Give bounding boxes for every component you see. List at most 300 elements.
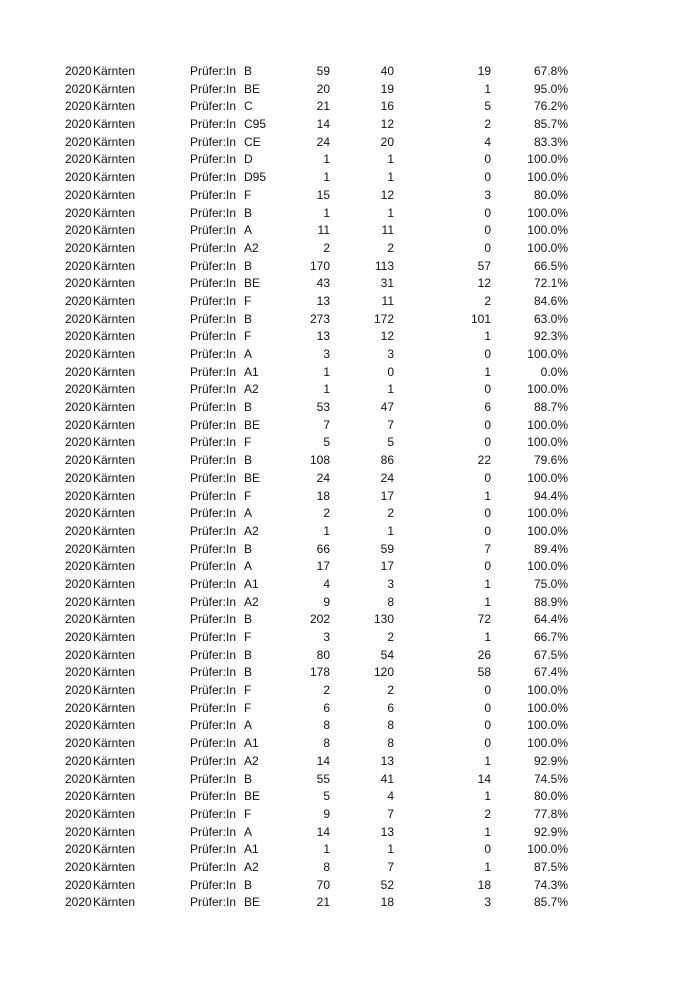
table-row — [0, 841, 700, 859]
passed-cell: 12 — [380, 187, 394, 202]
failed-cell: 1 — [484, 364, 491, 379]
region-cell: Kärnten — [93, 435, 136, 450]
license-class-cell: B — [244, 647, 253, 662]
total-cell: 15 — [316, 187, 330, 202]
year-cell: 2020 — [65, 364, 92, 379]
role-cell: Prüfer:In — [190, 806, 237, 821]
passed-cell: 1 — [387, 523, 394, 538]
total-cell: 20 — [316, 81, 330, 96]
table-row — [0, 594, 700, 612]
failed-cell: 1 — [484, 329, 491, 344]
region-cell: Kärnten — [93, 293, 136, 308]
passed-cell: 2 — [387, 630, 394, 644]
role-cell: Prüfer:In — [190, 824, 237, 839]
pass-rate-cell: 75.0% — [533, 576, 568, 591]
passed-cell: 8 — [387, 718, 394, 733]
role-cell: Prüfer:In — [190, 81, 237, 96]
license-class-cell: CE — [244, 134, 261, 149]
year-cell: 2020 — [65, 453, 92, 468]
year-cell: 2020 — [65, 506, 92, 521]
table-row — [0, 417, 700, 435]
pass-rate-cell: 0.0% — [540, 364, 568, 379]
total-cell: 1 — [323, 152, 330, 167]
license-class-cell: A1 — [244, 736, 259, 751]
region-cell: Kärnten — [93, 506, 136, 521]
year-cell: 2020 — [65, 683, 92, 698]
passed-cell: 17 — [380, 488, 394, 503]
failed-cell: 0 — [484, 152, 491, 167]
license-class-cell: A2 — [244, 382, 259, 397]
table-row — [0, 647, 700, 665]
failed-cell: 0 — [484, 417, 491, 432]
failed-cell: 1 — [484, 789, 491, 804]
year-cell: 2020 — [65, 594, 92, 609]
license-class-cell: F — [244, 683, 252, 698]
year-cell: 2020 — [65, 824, 92, 839]
total-cell: 5 — [323, 789, 330, 804]
year-cell: 2020 — [65, 559, 92, 574]
pass-rate-cell: 88.9% — [533, 594, 568, 609]
region-cell: Kärnten — [93, 417, 136, 432]
passed-cell: 4 — [387, 789, 394, 804]
region-cell: Kärnten — [93, 842, 136, 857]
passed-cell: 120 — [373, 665, 394, 680]
year-cell: 2020 — [65, 541, 92, 556]
table-row — [0, 381, 700, 399]
role-cell: Prüfer:In — [190, 311, 237, 326]
total-cell: 108 — [309, 453, 330, 468]
failed-cell: 0 — [484, 523, 491, 538]
year-cell: 2020 — [65, 134, 92, 149]
role-cell: Prüfer:In — [190, 347, 237, 361]
total-cell: 170 — [309, 258, 330, 273]
passed-cell: 2 — [387, 683, 394, 698]
region-cell: Kärnten — [93, 630, 136, 644]
pass-rate-cell: 89.4% — [533, 541, 568, 556]
passed-cell: 2 — [387, 240, 394, 255]
total-cell: 70 — [316, 877, 330, 892]
total-cell: 11 — [317, 223, 330, 238]
passed-cell: 47 — [380, 400, 394, 415]
table-row — [0, 452, 700, 470]
role-cell: Prüfer:In — [190, 877, 237, 892]
total-cell: 3 — [323, 630, 330, 644]
total-cell: 8 — [323, 718, 330, 733]
role-cell: Prüfer:In — [190, 718, 237, 733]
failed-cell: 0 — [484, 718, 491, 733]
passed-cell: 8 — [387, 736, 394, 751]
pass-rate-cell: 100.0% — [527, 523, 568, 538]
table-row — [0, 240, 700, 258]
passed-cell: 17 — [380, 559, 394, 574]
pass-rate-cell: 94.4% — [533, 488, 568, 503]
passed-cell: 12 — [380, 117, 394, 132]
pass-rate-cell: 100.0% — [527, 559, 568, 574]
region-cell: Kärnten — [93, 152, 136, 167]
passed-cell: 20 — [380, 134, 394, 149]
total-cell: 17 — [316, 559, 330, 574]
table-row — [0, 558, 700, 576]
failed-cell: 3 — [484, 895, 491, 910]
region-cell: Kärnten — [93, 523, 136, 538]
failed-cell: 2 — [484, 293, 491, 308]
pass-rate-cell: 67.5% — [533, 647, 568, 662]
failed-cell: 1 — [484, 576, 491, 591]
license-class-cell: B — [244, 258, 253, 273]
table-row — [0, 894, 700, 912]
total-cell: 13 — [316, 293, 330, 308]
license-class-cell: A2 — [244, 859, 259, 874]
table-row — [0, 293, 700, 311]
total-cell: 202 — [309, 612, 330, 627]
role-cell: Prüfer:In — [190, 612, 237, 627]
region-cell: Kärnten — [93, 240, 136, 255]
pass-rate-cell: 100.0% — [527, 205, 568, 220]
table-row — [0, 81, 700, 99]
license-class-cell: B — [244, 311, 253, 326]
passed-cell: 3 — [387, 576, 394, 591]
passed-cell: 13 — [380, 824, 394, 839]
pass-rate-cell: 100.0% — [527, 170, 568, 185]
year-cell: 2020 — [65, 382, 92, 397]
total-cell: 178 — [309, 665, 330, 680]
role-cell: Prüfer:In — [190, 753, 237, 768]
pass-rate-cell: 100.0% — [527, 718, 568, 733]
failed-cell: 1 — [484, 488, 491, 503]
region-cell: Kärnten — [93, 453, 136, 468]
failed-cell: 0 — [484, 683, 491, 698]
failed-cell: 0 — [484, 470, 491, 485]
passed-cell: 1 — [387, 382, 394, 397]
failed-cell: 12 — [477, 276, 491, 291]
year-cell: 2020 — [65, 718, 92, 733]
failed-cell: 4 — [484, 134, 491, 149]
role-cell: Prüfer:In — [190, 630, 237, 644]
year-cell: 2020 — [65, 276, 92, 291]
year-cell: 2020 — [65, 771, 92, 786]
passed-cell: 52 — [380, 877, 394, 892]
year-cell: 2020 — [65, 329, 92, 344]
table-row — [0, 753, 700, 771]
role-cell: Prüfer:In — [190, 152, 237, 167]
table-row — [0, 576, 700, 594]
table-row — [0, 98, 700, 116]
total-cell: 4 — [323, 576, 330, 591]
pass-rate-cell: 64.4% — [533, 612, 568, 627]
pass-rate-cell: 85.7% — [533, 895, 568, 910]
license-class-cell: B — [244, 877, 253, 892]
table-row — [0, 824, 700, 842]
pass-rate-cell: 76.2% — [533, 99, 568, 114]
total-cell: 80 — [316, 647, 330, 662]
region-cell: Kärnten — [93, 824, 136, 839]
table-row — [0, 735, 700, 753]
passed-cell: 1 — [387, 205, 394, 220]
region-cell: Kärnten — [93, 541, 136, 556]
pass-rate-cell: 100.0% — [527, 842, 568, 857]
table-row — [0, 629, 700, 647]
role-cell: Prüfer:In — [190, 187, 237, 202]
failed-cell: 0 — [484, 736, 491, 751]
role-cell: Prüfer:In — [190, 541, 237, 556]
pass-rate-cell: 74.5% — [533, 771, 568, 786]
total-cell: 14 — [316, 824, 330, 839]
pass-rate-cell: 100.0% — [527, 382, 568, 397]
role-cell: Prüfer:In — [190, 842, 237, 857]
role-cell: Prüfer:In — [190, 470, 237, 485]
total-cell: 43 — [316, 276, 330, 291]
table-row — [0, 877, 700, 895]
table-row — [0, 151, 700, 169]
role-cell: Prüfer:In — [190, 453, 237, 468]
passed-cell: 1 — [387, 842, 394, 857]
role-cell: Prüfer:In — [190, 559, 237, 574]
year-cell: 2020 — [65, 630, 92, 644]
pass-rate-cell: 67.4% — [533, 665, 568, 680]
pass-rate-cell: 80.0% — [533, 187, 568, 202]
data-table — [0, 63, 700, 912]
total-cell: 9 — [323, 594, 330, 609]
year-cell: 2020 — [65, 400, 92, 415]
table-row — [0, 222, 700, 240]
total-cell: 21 — [316, 99, 330, 114]
table-row — [0, 258, 700, 276]
passed-cell: 7 — [387, 859, 394, 874]
license-class-cell: B — [244, 665, 253, 680]
total-cell: 2 — [323, 683, 330, 698]
table-row — [0, 717, 700, 735]
role-cell: Prüfer:In — [190, 117, 237, 132]
table-row — [0, 134, 700, 152]
year-cell: 2020 — [65, 117, 92, 132]
year-cell: 2020 — [65, 488, 92, 503]
year-cell: 2020 — [65, 347, 92, 361]
role-cell: Prüfer:In — [190, 400, 237, 415]
region-cell: Kärnten — [93, 134, 136, 149]
year-cell: 2020 — [65, 223, 92, 238]
total-cell: 6 — [323, 700, 330, 715]
failed-cell: 6 — [484, 400, 491, 415]
year-cell: 2020 — [65, 647, 92, 662]
year-cell: 2020 — [65, 700, 92, 715]
passed-cell: 5 — [387, 435, 394, 450]
region-cell: Kärnten — [93, 364, 136, 379]
failed-cell: 1 — [484, 824, 491, 839]
region-cell: Kärnten — [93, 64, 136, 78]
failed-cell: 14 — [477, 771, 491, 786]
year-cell: 2020 — [65, 99, 92, 114]
license-class-cell: D — [244, 152, 253, 167]
total-cell: 2 — [323, 240, 330, 255]
role-cell: Prüfer:In — [190, 293, 237, 308]
pass-rate-cell: 100.0% — [527, 683, 568, 698]
pass-rate-cell: 84.6% — [533, 293, 568, 308]
year-cell: 2020 — [65, 240, 92, 255]
table-row — [0, 205, 700, 223]
role-cell: Prüfer:In — [190, 258, 237, 273]
region-cell: Kärnten — [93, 612, 136, 627]
table-row — [0, 328, 700, 346]
license-class-cell: A — [244, 347, 253, 361]
passed-cell: 113 — [374, 258, 394, 273]
region-cell: Kärnten — [93, 117, 136, 132]
license-class-cell: C95 — [244, 117, 267, 132]
failed-cell: 0 — [484, 170, 491, 185]
total-cell: 8 — [323, 859, 330, 874]
failed-cell: 18 — [477, 877, 491, 892]
passed-cell: 31 — [380, 276, 394, 291]
license-class-cell: F — [244, 293, 252, 308]
pass-rate-cell: 100.0% — [527, 736, 568, 751]
region-cell: Kärnten — [93, 170, 136, 185]
pass-rate-cell: 92.9% — [533, 824, 568, 839]
license-class-cell: F — [244, 187, 252, 202]
license-class-cell: A2 — [244, 240, 259, 255]
pass-rate-cell: 80.0% — [533, 789, 568, 804]
role-cell: Prüfer:In — [190, 576, 237, 591]
total-cell: 53 — [316, 400, 330, 415]
region-cell: Kärnten — [93, 258, 136, 273]
year-cell: 2020 — [65, 170, 92, 185]
role-cell: Prüfer:In — [190, 170, 237, 185]
region-cell: Kärnten — [93, 594, 136, 609]
table-row — [0, 116, 700, 134]
license-class-cell: BE — [244, 417, 261, 432]
passed-cell: 19 — [380, 81, 394, 96]
failed-cell: 0 — [484, 842, 491, 857]
role-cell: Prüfer:In — [190, 895, 237, 910]
region-cell: Kärnten — [93, 400, 136, 415]
role-cell: Prüfer:In — [190, 223, 237, 238]
region-cell: Kärnten — [93, 382, 136, 397]
region-cell: Kärnten — [93, 806, 136, 821]
region-cell: Kärnten — [93, 347, 136, 361]
license-class-cell: F — [244, 329, 252, 344]
pass-rate-cell: 100.0% — [527, 240, 568, 255]
role-cell: Prüfer:In — [190, 134, 237, 149]
total-cell: 273 — [309, 311, 330, 326]
year-cell: 2020 — [65, 81, 92, 96]
failed-cell: 1 — [484, 859, 491, 874]
license-class-cell: A — [244, 718, 253, 733]
passed-cell: 7 — [387, 806, 394, 821]
region-cell: Kärnten — [93, 470, 136, 485]
year-cell: 2020 — [65, 293, 92, 308]
role-cell: Prüfer:In — [190, 276, 237, 291]
region-cell: Kärnten — [93, 99, 136, 114]
year-cell: 2020 — [65, 311, 92, 326]
year-cell: 2020 — [65, 576, 92, 591]
role-cell: Prüfer:In — [190, 506, 237, 521]
table-row — [0, 523, 700, 541]
role-cell: Prüfer:In — [190, 647, 237, 662]
license-class-cell: B — [244, 612, 253, 627]
failed-cell: 3 — [484, 187, 491, 202]
region-cell: Kärnten — [93, 736, 136, 751]
passed-cell: 54 — [380, 647, 394, 662]
region-cell: Kärnten — [93, 311, 136, 326]
passed-cell: 3 — [387, 347, 394, 361]
license-class-cell: F — [244, 630, 252, 644]
year-cell: 2020 — [65, 258, 92, 273]
role-cell: Prüfer:In — [190, 364, 237, 379]
pass-rate-cell: 88.7% — [533, 400, 568, 415]
license-class-cell: A1 — [244, 842, 259, 857]
table-row — [0, 364, 700, 382]
passed-cell: 41 — [380, 771, 394, 786]
region-cell: Kärnten — [93, 187, 136, 202]
passed-cell: 40 — [380, 64, 394, 78]
total-cell: 24 — [316, 470, 330, 485]
table-row — [0, 505, 700, 523]
passed-cell: 86 — [380, 453, 394, 468]
failed-cell: 1 — [484, 630, 491, 644]
total-cell: 9 — [323, 806, 330, 821]
year-cell: 2020 — [65, 417, 92, 432]
table-row — [0, 771, 700, 789]
table-row — [0, 700, 700, 718]
total-cell: 18 — [316, 488, 330, 503]
passed-cell: 1 — [387, 152, 394, 167]
passed-cell: 6 — [387, 700, 394, 715]
pass-rate-cell: 66.5% — [533, 258, 568, 273]
table-row — [0, 63, 700, 81]
table-row — [0, 187, 700, 205]
region-cell: Kärnten — [93, 895, 136, 910]
role-cell: Prüfer:In — [190, 594, 237, 609]
total-cell: 14 — [316, 117, 330, 132]
license-class-cell: BE — [244, 789, 261, 804]
passed-cell: 12 — [380, 329, 394, 344]
year-cell: 2020 — [65, 665, 92, 680]
year-cell: 2020 — [65, 64, 92, 78]
failed-cell: 1 — [484, 594, 491, 609]
region-cell: Kärnten — [93, 700, 136, 715]
table-row — [0, 399, 700, 417]
passed-cell: 0 — [387, 364, 394, 379]
table-row — [0, 275, 700, 293]
failed-cell: 72 — [477, 612, 491, 627]
license-class-cell: F — [244, 806, 252, 821]
region-cell: Kärnten — [93, 683, 136, 698]
passed-cell: 13 — [380, 753, 394, 768]
role-cell: Prüfer:In — [190, 683, 237, 698]
year-cell: 2020 — [65, 205, 92, 220]
table-row — [0, 434, 700, 452]
year-cell: 2020 — [65, 187, 92, 202]
total-cell: 1 — [323, 842, 330, 857]
total-cell: 21 — [316, 895, 330, 910]
pass-rate-cell: 100.0% — [527, 417, 568, 432]
passed-cell: 18 — [380, 895, 394, 910]
failed-cell: 58 — [477, 665, 491, 680]
failed-cell: 0 — [484, 240, 491, 255]
region-cell: Kärnten — [93, 789, 136, 804]
role-cell: Prüfer:In — [190, 64, 237, 78]
region-cell: Kärnten — [93, 276, 136, 291]
table-row — [0, 788, 700, 806]
pass-rate-cell: 100.0% — [527, 347, 568, 361]
region-cell: Kärnten — [93, 665, 136, 680]
passed-cell: 11 — [381, 223, 394, 238]
region-cell: Kärnten — [93, 223, 136, 238]
total-cell: 13 — [316, 329, 330, 344]
license-class-cell: A1 — [244, 576, 259, 591]
passed-cell: 11 — [381, 293, 394, 308]
passed-cell: 130 — [373, 612, 394, 627]
failed-cell: 0 — [484, 205, 491, 220]
pass-rate-cell: 79.6% — [533, 453, 568, 468]
